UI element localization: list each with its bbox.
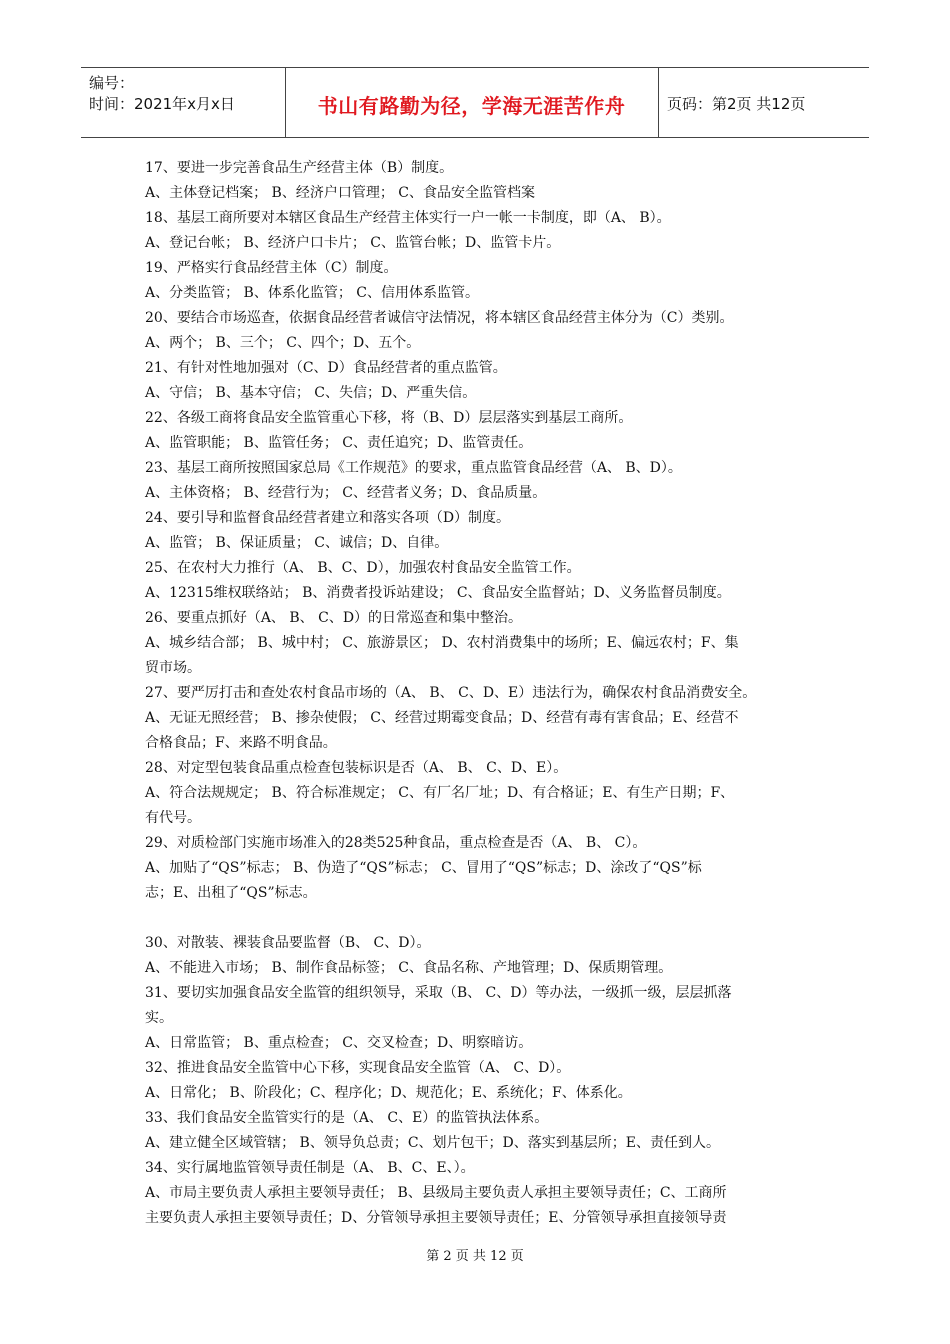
header-motto-cell — [285, 68, 659, 137]
text-line: 19、严格实行食品经营主体（C）制度。 — [145, 260, 398, 276]
page-header — [81, 67, 869, 138]
text-line: 21、有针对性地加强对（C、D）食品经营者的重点监管。 — [145, 360, 507, 376]
text-line: A、主体登记档案； B、经济户口管理； C、食品安全监管档案 — [145, 185, 536, 201]
text-line: A、监管； B、保证质量； C、诚信；D、自律。 — [145, 535, 449, 551]
text-line: 合格食品；F、来路不明食品。 — [145, 735, 337, 751]
text-line: A、12315维权联络站； B、消费者投诉站建设； C、食品安全监督站；D、义务监督员制度。 — [145, 585, 731, 601]
question-list — [145, 156, 835, 1231]
text-line: A、监管职能； B、监管任务； C、责任追究；D、监管责任。 — [145, 435, 533, 451]
header-page-cell — [658, 68, 869, 137]
text-line: 主要负责人承担主要领导责任；D、分管领导承担主要领导责任；E、分管领导承担直接领导责 — [145, 1210, 727, 1226]
text-line: A、建立健全区域管辖； B、领导负总责；C、划片包干；D、落实到基层所；E、责任到人。 — [145, 1135, 721, 1151]
text-line: 27、要严厉打击和查处农村食品市场的（A、 B、 C、D、E）违法行为，确保农村食品消费安全。 — [145, 685, 757, 701]
text-line: 25、在农村大力推行（A、 B、C、D），加强农村食品安全监管工作。 — [145, 560, 581, 576]
text-line: A、日常监管； B、重点检查； C、交叉检查；D、明察暗访。 — [145, 1035, 533, 1051]
text-line: 22、各级工商将食品安全监管重心下移，将（B、D）层层落实到基层工商所。 — [145, 410, 633, 426]
text-line: 32、推进食品安全监管中心下移，实现食品安全监管（A、 C、D）。 — [145, 1060, 571, 1076]
text-line: 31、要切实加强食品安全监管的组织领导，采取（B、 C、D）等办法，一级抓一级，层层抓落 — [145, 985, 732, 1001]
text-line: 17、要进一步完善食品生产经营主体（B）制度。 — [145, 160, 454, 176]
text-line: 29、对质检部门实施市场准入的28类525种食品，重点检查是否（A、 B、 C）。 — [145, 835, 647, 851]
text-line: A、主体资格； B、经营行为； C、经营者义务；D、食品质量。 — [145, 485, 547, 501]
text-line: 24、要引导和监督食品经营者建立和落实各项（D）制度。 — [145, 510, 511, 526]
text-line: 贸市场。 — [145, 660, 201, 676]
text-line: A、符合法规规定； B、符合标准规定； C、有厂名厂址；D、有合格证；E、有生产日期；F、 — [145, 785, 735, 801]
text-line: 30、对散装、裸装食品要监督（B、 C、D）。 — [145, 935, 431, 951]
text-line: 26、要重点抓好（A、 B、 C、D）的日常巡查和集中整治。 — [145, 610, 523, 626]
document-time-label: 时间：2021年x月x日 — [89, 95, 235, 113]
document-number-label: 编号： — [89, 74, 135, 92]
page-footer: 第 2 页 共 12 页 — [426, 1249, 524, 1264]
text-line: 34、实行属地监管领导责任制是（A、 B、C、E、）。 — [145, 1160, 475, 1176]
text-line: 实。 — [145, 1010, 173, 1026]
text-line: 志；E、出租了“QS”标志。 — [145, 885, 317, 901]
text-line: A、登记台帐； B、经济户口卡片； C、监管台帐；D、监管卡片。 — [145, 235, 561, 251]
text-line: A、加贴了“QS”标志； B、伪造了“QS”标志； C、冒用了“QS”标志；D、涂改了“QS”标 — [145, 860, 702, 876]
text-line: A、分类监管； B、体系化监管； C、信用体系监管。 — [145, 285, 480, 301]
text-line: A、两个； B、三个； C、四个；D、五个。 — [145, 335, 421, 351]
text-line: 20、要结合市场巡查，依据食品经营者诚信守法情况，将本辖区食品经营主体分为（C）类别。 — [145, 310, 734, 326]
motto-text: 书山有路勤为径，学海无涯苦作舟 — [317, 94, 626, 118]
text-line: A、不能进入市场； B、制作食品标签； C、食品名称、产地管理；D、保质期管理。 — [145, 960, 673, 976]
text-line: 18、基层工商所要对本辖区食品生产经营主体实行一户一帐一卡制度，即（A、 B）。 — [145, 210, 671, 226]
text-line: 33、我们食品安全监管实行的是（A、 C、E）的监管执法体系。 — [145, 1110, 549, 1126]
text-line: 有代号。 — [145, 810, 201, 826]
text-line: A、无证无照经营； B、掺杂使假； C、经营过期霉变食品；D、经营有毒有害食品；E、经营不 — [145, 710, 739, 726]
text-line: A、城乡结合部； B、城中村； C、旅游景区； D、农村消费集中的场所；E、偏远农村；F、集 — [145, 635, 739, 651]
text-line: 28、对定型包装食品重点检查包装标识是否（A、 B、 C、D、E）。 — [145, 760, 568, 776]
text-line: A、市局主要负责人承担主要领导责任； B、县级局主要负责人承担主要领导责任；C、工商所 — [145, 1185, 727, 1201]
header-page-label: 页码：第2页 共12页 — [667, 95, 806, 113]
text-line: A、日常化； B、阶段化；C、程序化；D、规范化；E、系统化；F、体系化。 — [145, 1085, 632, 1101]
text-line: 23、基层工商所按照国家总局《工作规范》的要求，重点监管食品经营（A、 B、D）。 — [145, 460, 682, 476]
text-line: A、守信； B、基本守信； C、失信；D、严重失信。 — [145, 385, 477, 401]
header-info-cell — [81, 68, 286, 137]
blank-line — [145, 906, 835, 931]
